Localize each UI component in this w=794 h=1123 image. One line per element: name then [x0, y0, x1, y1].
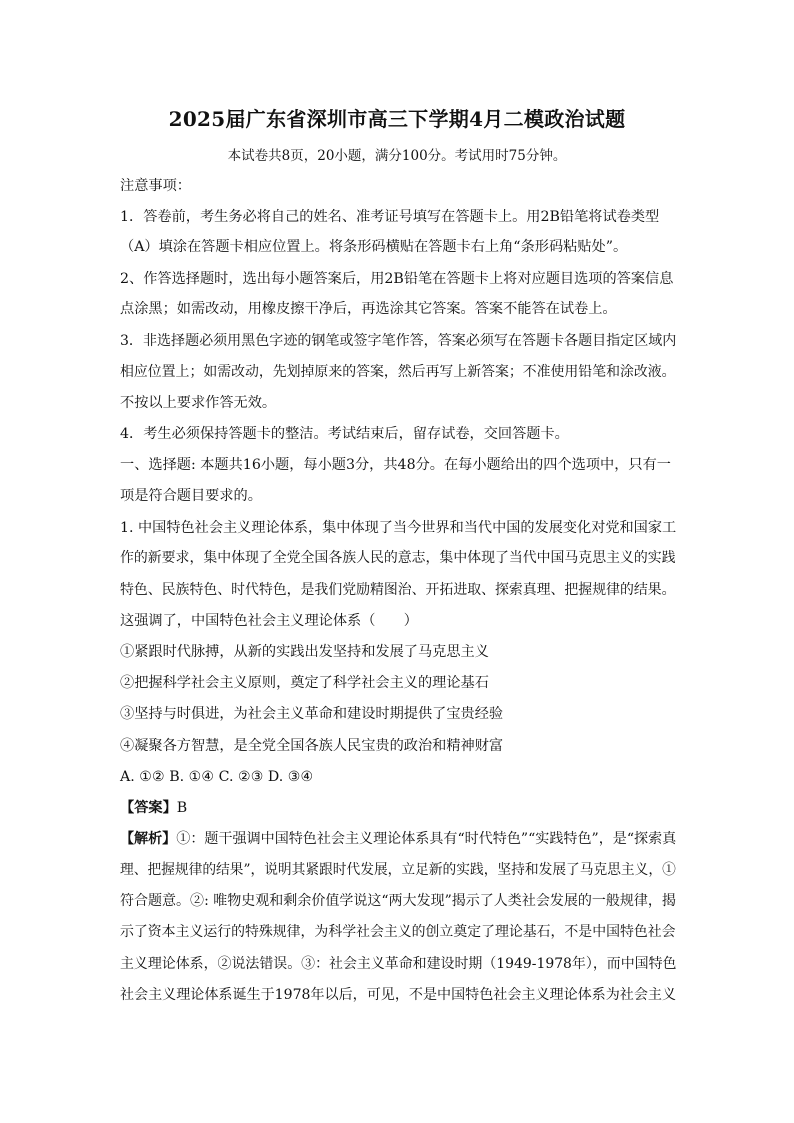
analysis-label: 【解析】	[120, 831, 177, 847]
answer-line	[120, 799, 187, 817]
notice-line: 3．非选择题必须用黑色字迹的钢笔或签字笔作答，答案必须写在答题卡各题目指定区域内	[120, 333, 677, 349]
question-options: A. ①② B. ①④ C. ②③ D. ③④	[120, 769, 314, 785]
exam-info: 本试卷共8页，20小题，满分100分。考试用时75分钟。	[227, 148, 567, 164]
analysis-line: 示了资本主义运行的特殊规律，为科学社会主义的创立奠定了理论基石，不是中国特色社会	[120, 924, 676, 940]
analysis-line: 主义理论体系，②说法错误。③：社会主义革命和建设时期（1949-1978年），而中国特色	[120, 956, 677, 972]
notice-line: 点涂黑；如需改动，用橡皮擦干净后，再选涂其它答案。答案不能答在试卷上。	[120, 301, 617, 317]
question-item: ③坚持与时俱进，为社会主义革命和建设时期提供了宝贵经验	[120, 706, 504, 722]
question-stem: 1. 中国特色社会主义理论体系，集中体现了当今世界和当代中国的发展变化对党和国家工	[120, 520, 677, 536]
notice-line: 1．答卷前，考生务必将自己的姓名、准考证号填写在答题卡上。用2B铅笔将试卷类型	[120, 209, 660, 225]
section-heading: 一、选择题: 本题共16小题，每小题3分，共48分。在每小题给出的四个选项中，只有一	[120, 457, 671, 473]
analysis-line: 理、把握规律的结果”，说明其紧跟时代发展，立足新的实践，坚持和发展了马克思主义，①	[120, 862, 676, 878]
notice-line: 2、作答选择题时，选出每小题答案后，用2B铅笔在答题卡上将对应题目选项的答案信息	[120, 271, 674, 287]
answer-label: 【答案】	[120, 800, 177, 816]
section-heading: 项是符合题目要求的。	[120, 488, 262, 504]
question-stem: 这强调了，中国特色社会主义理论体系（ ）	[120, 613, 418, 629]
question-item: ①紧跟时代脉搏，从新的实践出发坚持和发展了马克思主义	[120, 644, 489, 660]
analysis-line: 社会主义理论体系诞生于1978年以后，可见，不是中国特色社会主义理论体系为社会主义	[120, 987, 677, 1003]
question-item: ④凝聚各方智慧，是全党全国各族人民宝贵的政治和精神财富	[120, 738, 504, 754]
analysis-line	[120, 830, 676, 848]
notice-line: 不按以上要求作答无效。	[120, 395, 277, 411]
analysis-line: 符合题意。②: 唯物史观和剩余价值学说这“两大发现”揭示了人类社会发展的一般规律，揭	[120, 893, 676, 909]
page-title: 2025届广东省深圳市高三下学期4月二模政治试题	[168, 107, 626, 131]
analysis-text: ①：题干强调中国特色社会主义理论体系具有“时代特色”“实践特色”，是“探索真	[176, 831, 677, 847]
notice-line: 4．考生必须保持答题卡的整洁。考试结束后，留存试卷，交回答题卡。	[120, 426, 569, 442]
question-item: ②把握科学社会主义原则，奠定了科学社会主义的理论基石	[120, 675, 489, 691]
notice-line: 相应位置上；如需改动，先划掉原来的答案，然后再写上新答案；不准使用铅笔和涂改液。	[120, 364, 676, 380]
notice-heading: 注意事项：	[120, 178, 191, 194]
question-stem: 作的新要求，集中体现了全党全国各族人民的意志，集中体现了当代中国马克思主义的实践	[120, 550, 676, 566]
notice-line: （A）填涂在答题卡相应位置上。将条形码横贴在答题卡右上角“条形码粘贴处”。	[120, 239, 628, 255]
question-stem: 特色、民族特色、时代特色，是我们党励精图治、开拓进取、探索真理、把握规律的结果。	[120, 582, 676, 598]
answer-value: B	[176, 800, 188, 816]
